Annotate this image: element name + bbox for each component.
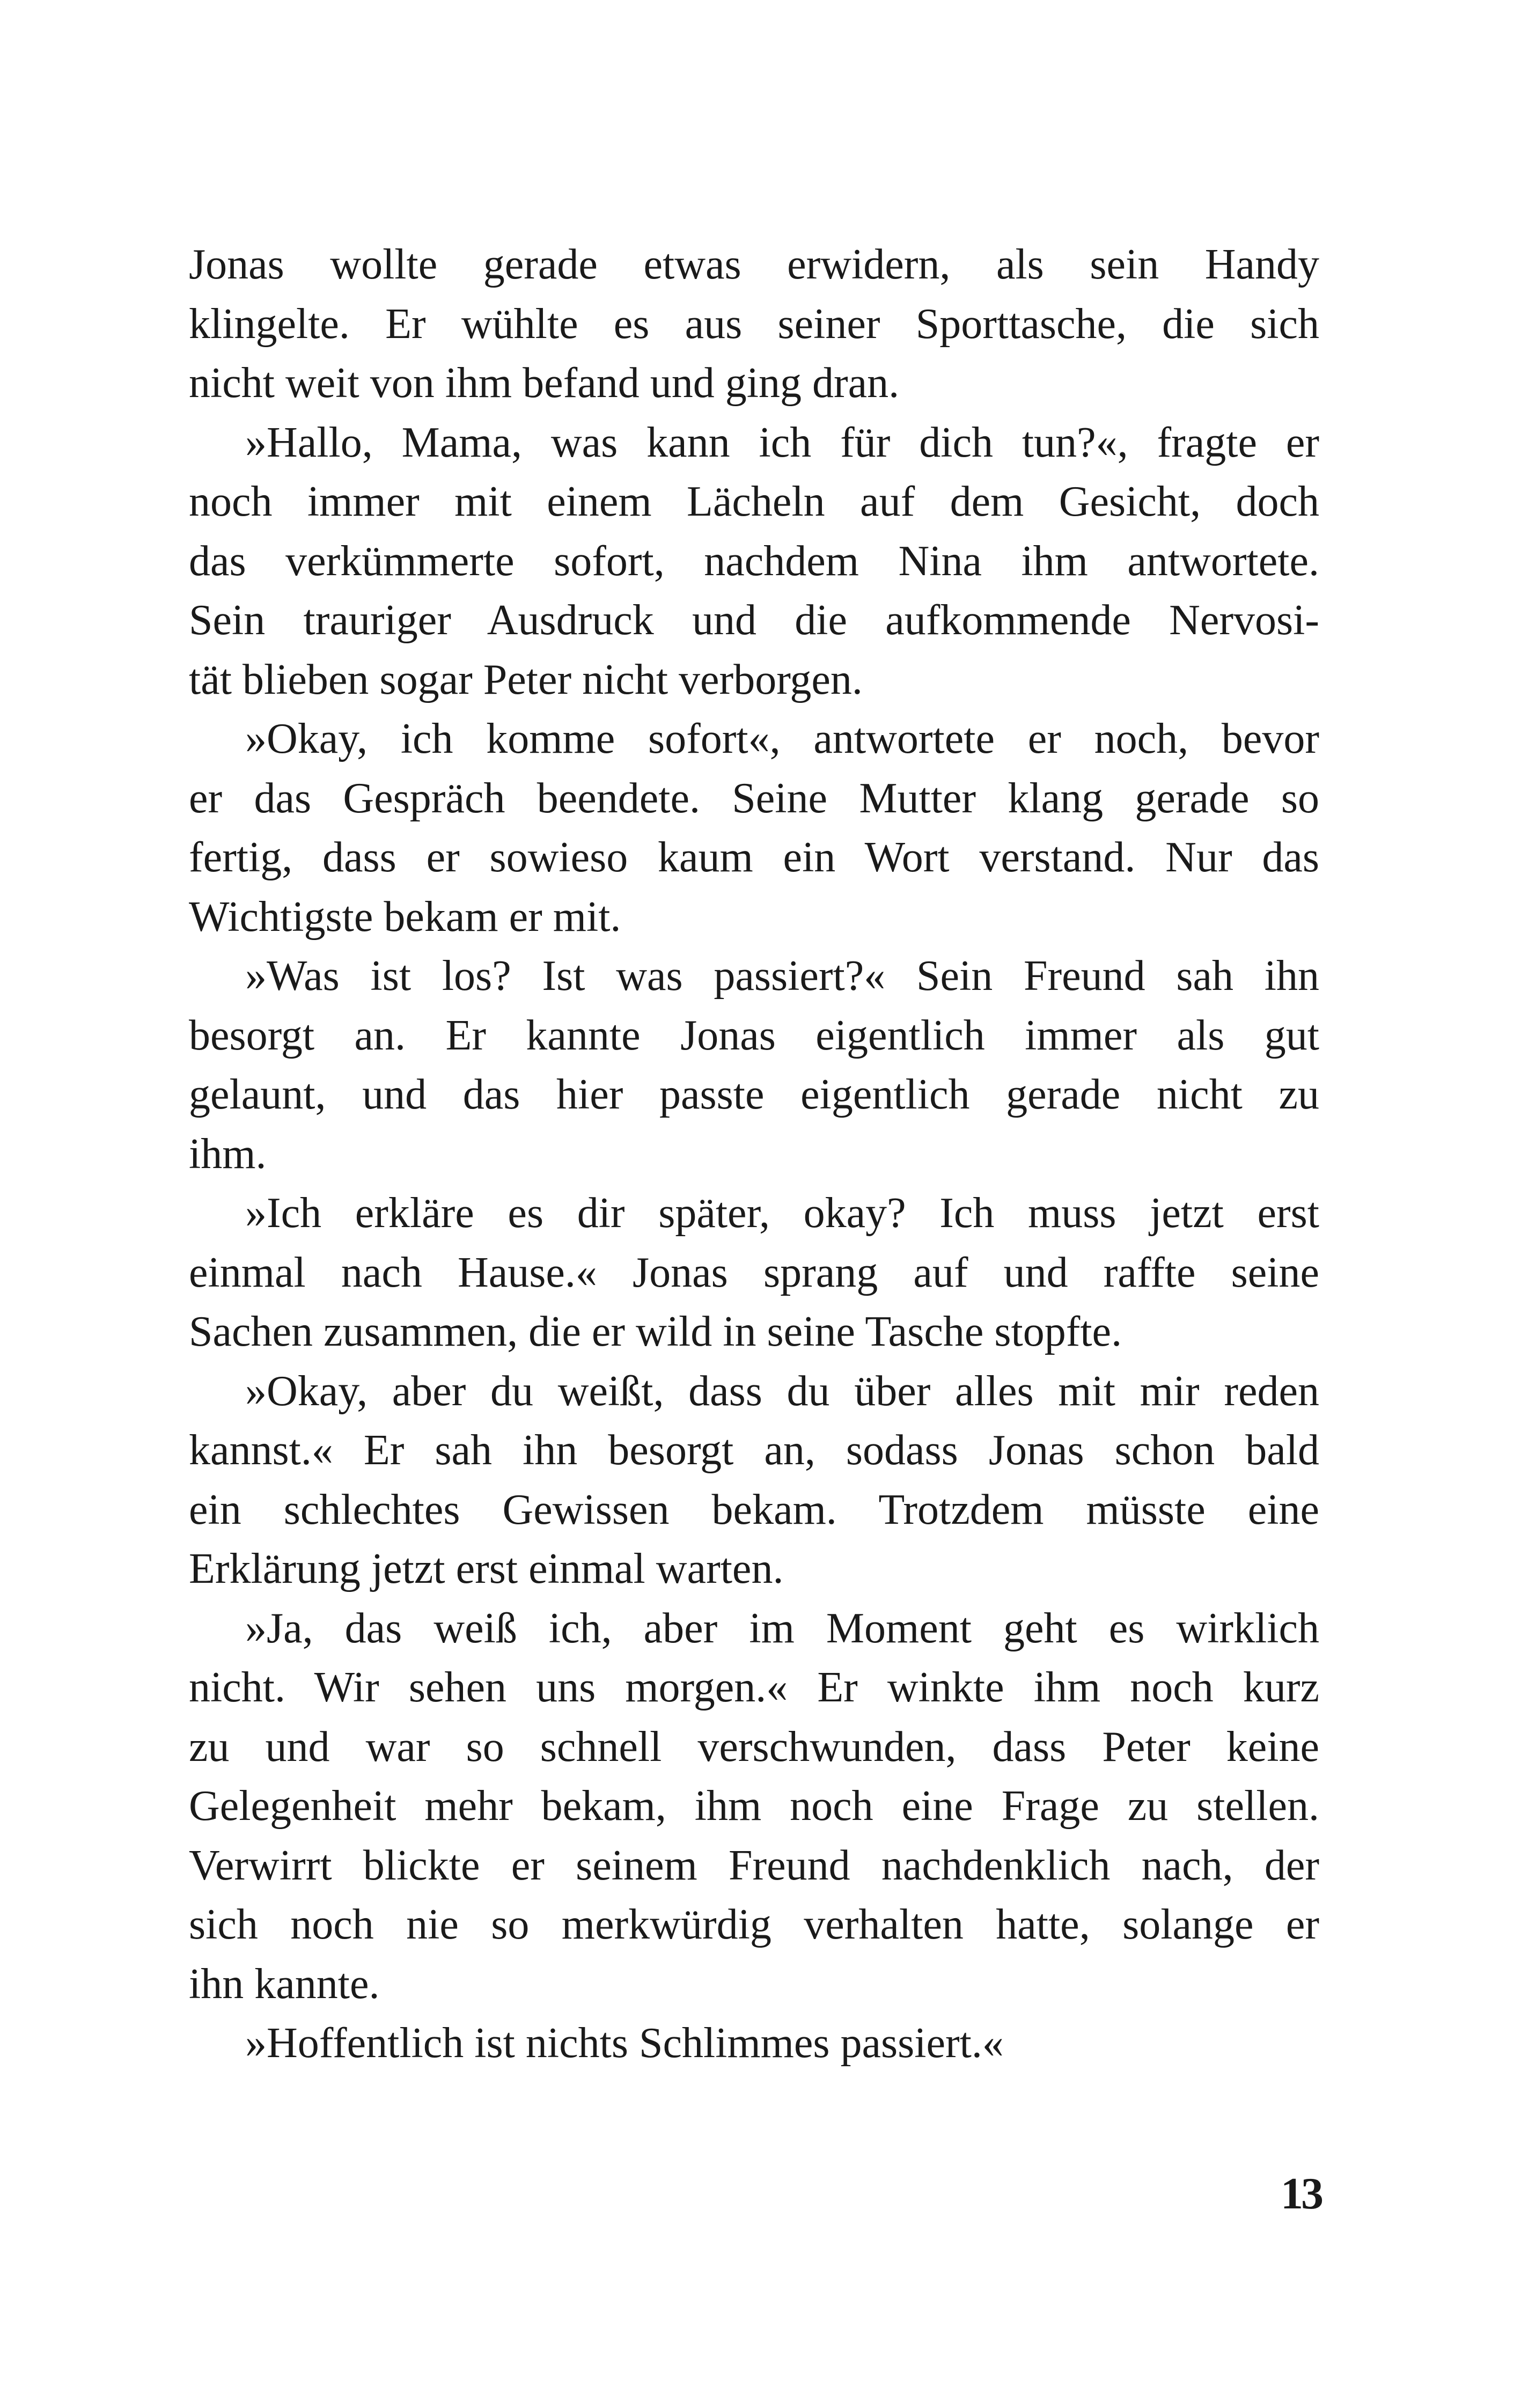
text-line: Gelegenheit mehr bekam, ihm noch eine Frage zu stellen. bbox=[189, 1782, 1319, 1830]
text-line: Sein trauriger Ausdruck und die aufkommende Nervosi- bbox=[189, 597, 1319, 644]
text-line: ein schlechtes Gewissen bekam. Trotzdem müsste eine bbox=[189, 1486, 1319, 1533]
text-line: noch immer mit einem Lächeln auf dem Gesicht, doch bbox=[189, 478, 1319, 525]
paragraph bbox=[189, 2014, 1319, 2073]
text-line: zu und war so schnell verschwunden, dass Peter keine bbox=[189, 1723, 1319, 1771]
text-line: nicht. Wir sehen uns morgen.« Er winkte ihm noch kurz bbox=[189, 1664, 1319, 1711]
text-line: er das Gespräch beendete. Seine Mutter klang gerade so bbox=[189, 774, 1319, 822]
paragraph bbox=[189, 413, 1319, 710]
text-line: nicht weit von ihm befand und ging dran. bbox=[189, 359, 900, 407]
text-line: »Hallo, Mama, was kann ich für dich tun?«, fragte er bbox=[245, 419, 1319, 466]
text-line: Jonas wollte gerade etwas erwidern, als sein Handy bbox=[189, 241, 1319, 288]
text-line: »Ja, das weiß ich, aber im Moment geht es wirklich bbox=[245, 1604, 1319, 1652]
body-text bbox=[189, 235, 1319, 2073]
paragraph bbox=[189, 709, 1319, 946]
text-line: das verkümmerte sofort, nachdem Nina ihm antwortete. bbox=[189, 537, 1319, 585]
text-line: tät blieben sogar Peter nicht verborgen. bbox=[189, 656, 863, 703]
paragraph bbox=[189, 1599, 1319, 2014]
text-line: besorgt an. Er kannte Jonas eigentlich immer als gut bbox=[189, 1011, 1319, 1059]
text-line: kannst.« Er sah ihn besorgt an, sodass Jonas schon bald bbox=[189, 1427, 1319, 1474]
paragraph bbox=[189, 235, 1319, 413]
page-number: 13 bbox=[1281, 2169, 1321, 2219]
text-line: »Okay, aber du weißt, dass du über alles mit mir reden bbox=[245, 1367, 1319, 1415]
text-line: Sachen zusammen, die er wild in seine Tasche stopfte. bbox=[189, 1308, 1122, 1355]
text-line: ihn kannte. bbox=[189, 1960, 380, 2008]
text-line: »Okay, ich komme sofort«, antwortete er noch, bevor bbox=[245, 715, 1319, 762]
text-line: Wichtigste bekam er mit. bbox=[189, 893, 621, 941]
paragraph bbox=[189, 1362, 1319, 1599]
text-line: sich noch nie so merkwürdig verhalten hatte, solange er bbox=[189, 1901, 1319, 1948]
text-line: »Was ist los? Ist was passiert?« Sein Freund sah ihn bbox=[245, 952, 1319, 1000]
text-line: Erklärung jetzt erst einmal warten. bbox=[189, 1545, 784, 1592]
text-line: »Hoffentlich ist nichts Schlimmes passiert.« bbox=[245, 2020, 1004, 2067]
paragraph bbox=[189, 946, 1319, 1184]
paragraph bbox=[189, 1184, 1319, 1362]
text-line: einmal nach Hause.« Jonas sprang auf und raffte seine bbox=[189, 1249, 1319, 1296]
text-line: klingelte. Er wühlte es aus seiner Sporttasche, die sich bbox=[189, 300, 1319, 348]
text-line: gelaunt, und das hier passte eigentlich gerade nicht zu bbox=[189, 1071, 1319, 1118]
text-line: Verwirrt blickte er seinem Freund nachdenklich nach, der bbox=[189, 1841, 1319, 1889]
text-line: »Ich erkläre es dir später, okay? Ich muss jetzt erst bbox=[245, 1190, 1319, 1237]
text-line: fertig, dass er sowieso kaum ein Wort verstand. Nur das bbox=[189, 834, 1319, 881]
text-line: ihm. bbox=[189, 1130, 267, 1178]
